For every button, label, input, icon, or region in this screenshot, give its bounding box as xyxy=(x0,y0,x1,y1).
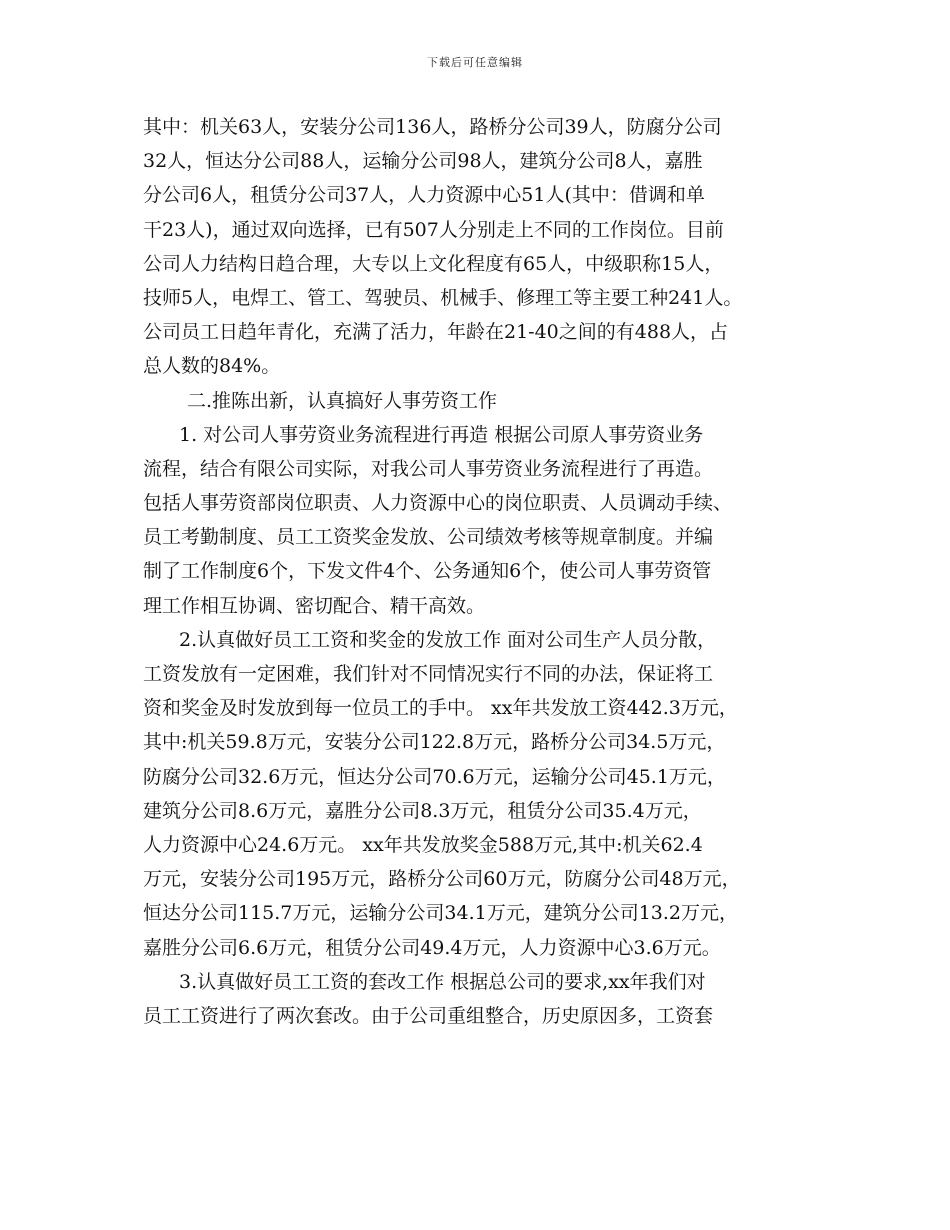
text-line: 制了工作制度6个，下发文件4个、公务通知6个，使公司人事劳资管 xyxy=(143,560,712,583)
text-line: 理工作相互协调、密切配合、精干高效。 xyxy=(143,594,486,617)
text-line: 员工工资进行了两次套改。由于公司重组整合，历史原因多，工资套 xyxy=(143,1004,714,1027)
text-line: 防腐分公司32.6万元，恒达分公司70.6万元，运输分公司45.1万元， xyxy=(143,765,726,788)
text-line: 建筑分公司8.6万元，嘉胜分公司8.3万元，租赁分公司35.4万元， xyxy=(143,799,702,822)
page-header: 下载后可任意编辑 xyxy=(427,56,523,69)
text-line: 干23人)，通过双向选择，已有507人分别走上不同的工作岗位。目前 xyxy=(143,218,724,241)
text-line: 总人数的84%。 xyxy=(143,355,281,378)
text-line: 人力资源中心24.6万元。 xx年共发放奖金588万元,其中:机关62.4 xyxy=(143,833,703,856)
text-line: 1. 对公司人事劳资业务流程进行再造 根据公司原人事劳资业务 xyxy=(179,423,704,446)
text-line: 工资发放有一定困难，我们针对不同情况实行不同的办法，保证将工 xyxy=(143,663,714,685)
text-line: 技师5人，电焊工、管工、驾驶员、机械手、修理工等主要工种241人。 xyxy=(143,286,743,309)
text-line: 流程，结合有限公司实际，对我公司人事劳资业务流程进行了再造。 xyxy=(143,457,714,480)
section-heading: 二.推陈出新，认真搞好人事劳资工作 xyxy=(187,389,498,412)
text-line: 嘉胜分公司6.6万元，租赁分公司49.4万元，人力资源中心3.6万元。 xyxy=(143,936,721,959)
text-line: 3.认真做好员工工资的套改工作 根据总公司的要求,xx年我们对 xyxy=(179,970,706,993)
text-line: 包括人事劳资部岗位职责、人力资源中心的岗位职责、人员调动手续、 xyxy=(143,492,733,515)
text-line: 32人，恒达分公司88人，运输分公司98人，建筑分公司8人，嘉胜 xyxy=(143,150,703,173)
text-line: 恒达分公司115.7万元，运输分公司34.1万元，建筑分公司13.2万元， xyxy=(143,902,739,925)
text-line: 其中:机关59.8万元，安装分公司122.8万元，路桥分公司34.5万元， xyxy=(143,731,726,754)
text-line: 2.认真做好员工工资和奖金的发放工作 面对公司生产人员分散， xyxy=(179,628,717,651)
document-body xyxy=(143,110,833,1033)
text-line: 其中：机关63人，安装分公司136人，路桥分公司39人，防腐分公司 xyxy=(143,116,722,138)
text-line: 分公司6人，租赁分公司37人，人力资源中心51人(其中：借调和单 xyxy=(143,184,705,207)
text-line: 万元，安装分公司195万元，路桥分公司60万元，防腐分公司48万元， xyxy=(143,868,741,891)
text-line: 员工考勤制度、员工工资奖金发放、公司绩效考核等规章制度。并编 xyxy=(143,526,714,549)
text-line: 公司人力结构日趋合理，大专以上文化程度有65人，中级职称15人， xyxy=(143,252,724,275)
text-line: 公司员工日趋年青化，充满了活力，年龄在21-40之间的有488人，占 xyxy=(143,321,729,344)
text-line: 资和奖金及时发放到每一位员工的手中。 xx年共发放工资442.3万元， xyxy=(143,697,738,720)
